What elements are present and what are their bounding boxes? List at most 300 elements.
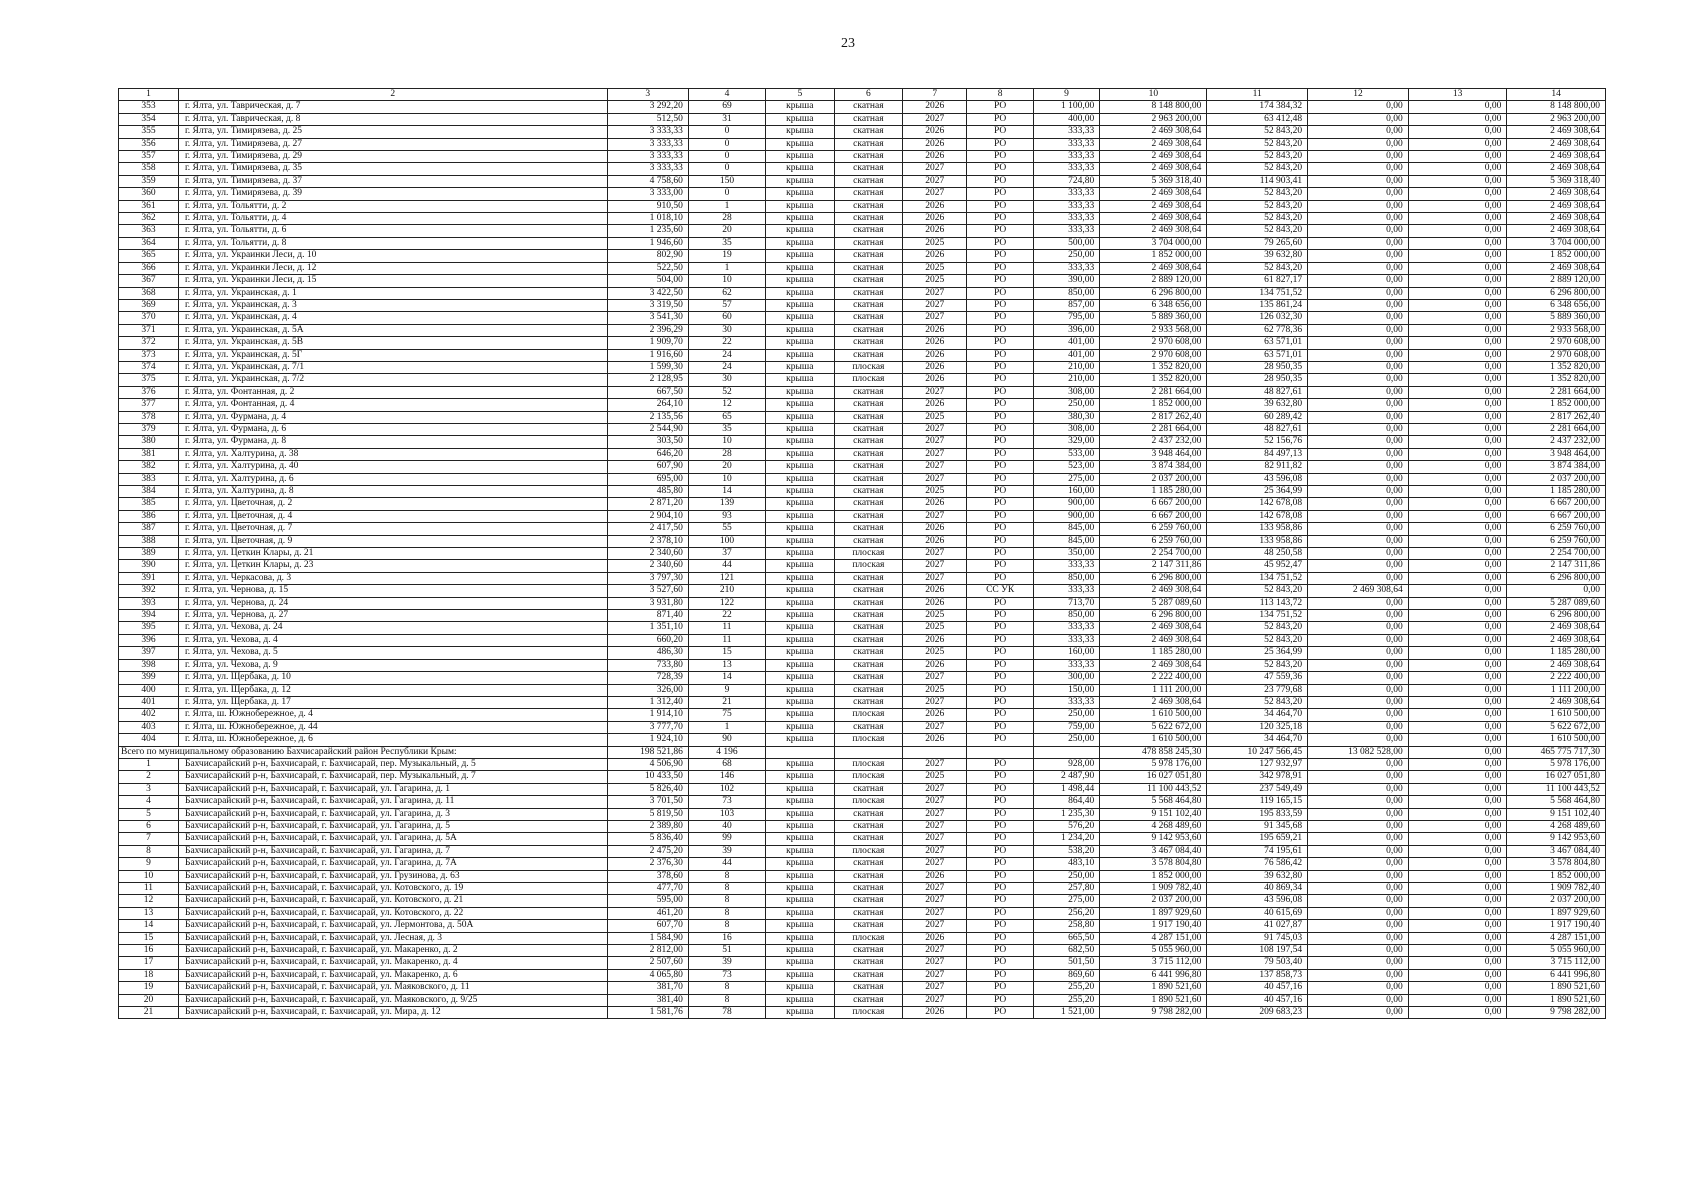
cost-cell: 2 469 308,64	[1100, 225, 1207, 237]
roof-type-cell: скатная	[834, 659, 903, 671]
cost-cell: 2 469 308,64	[1100, 622, 1207, 634]
year-cell: 2027	[903, 907, 967, 919]
row-number-cell: 13	[119, 907, 179, 919]
row-number-cell: 359	[119, 175, 179, 187]
col-12-cell: 0,00	[1308, 994, 1409, 1006]
cost-cell: 3 715 112,00	[1100, 957, 1207, 969]
funding-source-cell: РО	[967, 907, 1033, 919]
year-cell: 2026	[903, 709, 967, 721]
col-14-cell: 2 889 120,00	[1507, 275, 1606, 287]
address-cell: г. Ялта, ул. Украинская, д. 7/2	[178, 374, 607, 386]
roof-type-cell: скатная	[834, 994, 903, 1006]
year-cell: 2026	[903, 659, 967, 671]
row-number-cell: 10	[119, 870, 179, 882]
col-13-cell: 0,00	[1408, 684, 1507, 696]
col-14-cell: 2 469 308,64	[1507, 200, 1606, 212]
col-11-cell: 76 586,42	[1207, 858, 1308, 870]
cost-cell: 1 852 000,00	[1100, 870, 1207, 882]
total-area-cell: 2 417,50	[607, 523, 688, 535]
work-volume-cell: 210,00	[1033, 374, 1099, 386]
residents-cell: 10	[688, 473, 765, 485]
col-11-cell: 127 932,97	[1207, 758, 1308, 770]
funding-source-cell: РО	[967, 312, 1033, 324]
funding-source-cell: РО	[967, 895, 1033, 907]
col-13-cell: 0,00	[1408, 374, 1507, 386]
col-11-cell: 79 265,60	[1207, 237, 1308, 249]
work-volume-cell: 401,00	[1033, 349, 1099, 361]
col-14-cell: 2 222 400,00	[1507, 672, 1606, 684]
cost-cell: 2 469 308,64	[1100, 585, 1207, 597]
roof-type-cell: скатная	[834, 262, 903, 274]
residents-cell: 11	[688, 634, 765, 646]
residents-cell: 19	[688, 250, 765, 262]
address-cell: г. Ялта, ул. Украинская, д. 5Г	[178, 349, 607, 361]
element-cell: крыша	[766, 560, 835, 572]
year-cell: 2026	[903, 498, 967, 510]
funding-source-cell: РО	[967, 883, 1033, 895]
table-row	[119, 734, 1606, 746]
residents-cell: 13	[688, 659, 765, 671]
col-13-cell: 0,00	[1408, 622, 1507, 634]
row-number-cell: 9	[119, 858, 179, 870]
col-14-cell: 2 437 232,00	[1507, 436, 1606, 448]
col-14-cell: 6 259 760,00	[1507, 523, 1606, 535]
row-number-cell: 4	[119, 796, 179, 808]
row-number-cell: 355	[119, 126, 179, 138]
work-volume-cell: 576,20	[1033, 820, 1099, 832]
address-cell: г. Ялта, ул. Цветочная, д. 7	[178, 523, 607, 535]
col-13-cell: 0,00	[1408, 833, 1507, 845]
element-cell: крыша	[766, 833, 835, 845]
col-13-cell: 0,00	[1408, 175, 1507, 187]
work-volume-cell: 845,00	[1033, 535, 1099, 547]
cost-cell: 1 890 521,60	[1100, 994, 1207, 1006]
table-row	[119, 200, 1606, 212]
col-14-cell: 2 970 608,00	[1507, 337, 1606, 349]
cost-cell: 6 348 656,00	[1100, 299, 1207, 311]
work-volume-cell: 308,00	[1033, 386, 1099, 398]
col-14-cell: 2 933 568,00	[1507, 324, 1606, 336]
row-number-cell: 399	[119, 672, 179, 684]
year-cell: 2026	[903, 101, 967, 113]
table-row	[119, 820, 1606, 832]
address-cell: Бахчисарайский р-н, Бахчисарай, г. Бахчисарай, ул. Гагарина, д. 3	[178, 808, 607, 820]
col-11-cell: 52 843,20	[1207, 225, 1308, 237]
year-cell: 2027	[903, 920, 967, 932]
work-volume-cell: 1 100,00	[1033, 101, 1099, 113]
cost-cell: 1 352 820,00	[1100, 374, 1207, 386]
work-volume-cell: 150,00	[1033, 684, 1099, 696]
row-number-cell: 360	[119, 188, 179, 200]
col-11-cell: 52 843,20	[1207, 213, 1308, 225]
residents-cell: 8	[688, 895, 765, 907]
work-volume-cell: 333,33	[1033, 225, 1099, 237]
col-11-cell: 34 464,70	[1207, 734, 1308, 746]
table-row	[119, 337, 1606, 349]
row-number-cell: 383	[119, 473, 179, 485]
bakhchisaray-rows	[119, 758, 1606, 1019]
residents-cell: 122	[688, 597, 765, 609]
funding-source-cell: РО	[967, 870, 1033, 882]
work-volume-cell: 500,00	[1033, 237, 1099, 249]
roof-type-cell: скатная	[834, 411, 903, 423]
table-row	[119, 436, 1606, 448]
element-cell: крыша	[766, 411, 835, 423]
address-cell: г. Ялта, ул. Тимирязева, д. 39	[178, 188, 607, 200]
row-number-cell: 400	[119, 684, 179, 696]
total-area-cell: 3 422,50	[607, 287, 688, 299]
col-12-cell: 0,00	[1308, 175, 1409, 187]
year-cell: 2027	[903, 883, 967, 895]
total-area-cell: 504,00	[607, 275, 688, 287]
year-cell: 2027	[903, 163, 967, 175]
residents-cell: 44	[688, 858, 765, 870]
col-12-cell: 0,00	[1308, 101, 1409, 113]
element-cell: крыша	[766, 250, 835, 262]
element-cell: крыша	[766, 783, 835, 795]
col-14-cell: 1 111 200,00	[1507, 684, 1606, 696]
element-cell: крыша	[766, 647, 835, 659]
work-volume-cell: 501,50	[1033, 957, 1099, 969]
address-cell: г. Ялта, ул. Цветочная, д. 2	[178, 498, 607, 510]
funding-source-cell: РО	[967, 213, 1033, 225]
funding-source-cell: РО	[967, 523, 1033, 535]
row-number-cell: 385	[119, 498, 179, 510]
funding-source-cell: РО	[967, 262, 1033, 274]
address-cell: Бахчисарайский р-н, Бахчисарай, г. Бахчисарай, ул. Грузинова, д. 63	[178, 870, 607, 882]
year-cell: 2025	[903, 684, 967, 696]
col-12-cell: 0,00	[1308, 957, 1409, 969]
residents-cell: 9	[688, 684, 765, 696]
total-area-cell: 2 396,29	[607, 324, 688, 336]
year-cell: 2027	[903, 833, 967, 845]
col-12-cell: 0,00	[1308, 225, 1409, 237]
total-area-cell: 3 541,30	[607, 312, 688, 324]
row-number-cell: 364	[119, 237, 179, 249]
roof-type-cell: скатная	[834, 436, 903, 448]
address-cell: г. Ялта, ул. Тольятти, д. 8	[178, 237, 607, 249]
col-11-cell: 48 827,61	[1207, 386, 1308, 398]
col-13-cell: 0,00	[1408, 275, 1507, 287]
cost-cell: 9 798 282,00	[1100, 1007, 1207, 1019]
residents-cell: 0	[688, 138, 765, 150]
element-cell: крыша	[766, 808, 835, 820]
residents-cell: 68	[688, 758, 765, 770]
table-row	[119, 486, 1606, 498]
col-13-cell: 0,00	[1408, 647, 1507, 659]
work-volume-cell: 400,00	[1033, 113, 1099, 125]
row-number-cell: 391	[119, 572, 179, 584]
cost-cell: 1 852 000,00	[1100, 250, 1207, 262]
year-cell: 2027	[903, 548, 967, 560]
total-area-cell: 5 819,50	[607, 808, 688, 820]
residents-cell: 24	[688, 349, 765, 361]
total-area-cell: 1 235,60	[607, 225, 688, 237]
total-area-cell: 3 931,80	[607, 597, 688, 609]
funding-source-cell: РО	[967, 436, 1033, 448]
work-volume-cell: 333,33	[1033, 560, 1099, 572]
work-volume-cell: 533,00	[1033, 448, 1099, 460]
col-11-cell: 52 843,20	[1207, 188, 1308, 200]
cost-cell: 6 259 760,00	[1100, 523, 1207, 535]
total-cost: 478 858 245,30	[1100, 746, 1207, 758]
col-12-cell: 0,00	[1308, 411, 1409, 423]
table-row	[119, 696, 1606, 708]
work-volume-cell: 255,20	[1033, 994, 1099, 1006]
col-14-cell: 1 352 820,00	[1507, 374, 1606, 386]
cost-cell: 9 142 953,60	[1100, 833, 1207, 845]
roof-type-cell: плоская	[834, 758, 903, 770]
year-cell: 2026	[903, 337, 967, 349]
work-volume-cell: 333,33	[1033, 138, 1099, 150]
col-13-cell: 0,00	[1408, 845, 1507, 857]
total-col12: 13 082 528,00	[1308, 746, 1409, 758]
roof-type-cell: скатная	[834, 597, 903, 609]
work-volume-cell: 333,33	[1033, 634, 1099, 646]
work-volume-cell: 538,20	[1033, 845, 1099, 857]
cost-cell: 6 667 200,00	[1100, 498, 1207, 510]
element-cell: крыша	[766, 920, 835, 932]
col-12-cell: 0,00	[1308, 473, 1409, 485]
work-volume-cell: 329,00	[1033, 436, 1099, 448]
total-area-cell: 4 065,80	[607, 969, 688, 981]
col-12-cell: 0,00	[1308, 920, 1409, 932]
cost-cell: 2 469 308,64	[1100, 696, 1207, 708]
table-row	[119, 833, 1606, 845]
col-11-cell: 79 503,40	[1207, 957, 1308, 969]
col-13-cell: 0,00	[1408, 758, 1507, 770]
residents-cell: 52	[688, 386, 765, 398]
col-13-cell: 0,00	[1408, 523, 1507, 535]
total-area-cell: 1 312,40	[607, 696, 688, 708]
residents-cell: 75	[688, 709, 765, 721]
col-12-cell: 0,00	[1308, 510, 1409, 522]
year-cell: 2025	[903, 486, 967, 498]
col-13-cell: 0,00	[1408, 138, 1507, 150]
cost-cell: 6 296 800,00	[1100, 287, 1207, 299]
element-cell: крыша	[766, 994, 835, 1006]
col-12-cell: 0,00	[1308, 845, 1409, 857]
col-14-cell: 5 889 360,00	[1507, 312, 1606, 324]
col-12-cell: 0,00	[1308, 337, 1409, 349]
col-14-cell: 5 978 176,00	[1507, 758, 1606, 770]
row-number-cell: 368	[119, 287, 179, 299]
year-cell: 2027	[903, 560, 967, 572]
work-volume-cell: 250,00	[1033, 399, 1099, 411]
row-number-cell: 369	[119, 299, 179, 311]
residents-cell: 8	[688, 870, 765, 882]
work-volume-cell: 333,33	[1033, 622, 1099, 634]
total-area-cell: 2 340,60	[607, 548, 688, 560]
col-14-cell: 2 281 664,00	[1507, 423, 1606, 435]
col-11-cell: 52 843,20	[1207, 659, 1308, 671]
address-cell: Бахчисарайский р-н, Бахчисарай, г. Бахчисарай, ул. Макаренко, д. 2	[178, 945, 607, 957]
table-row	[119, 709, 1606, 721]
row-number-cell: 7	[119, 833, 179, 845]
col-13-cell: 0,00	[1408, 957, 1507, 969]
year-cell: 2026	[903, 634, 967, 646]
roof-type-cell: скатная	[834, 858, 903, 870]
roof-type-cell: скатная	[834, 572, 903, 584]
col-11-cell: 40 457,16	[1207, 994, 1308, 1006]
roof-type-cell: скатная	[834, 721, 903, 733]
col-12-cell: 0,00	[1308, 858, 1409, 870]
cost-cell: 2 469 308,64	[1100, 138, 1207, 150]
col-13-cell: 0,00	[1408, 101, 1507, 113]
roof-type-cell: скатная	[834, 237, 903, 249]
col-11-cell: 126 032,30	[1207, 312, 1308, 324]
col-13-cell: 0,00	[1408, 461, 1507, 473]
col-13-cell: 0,00	[1408, 585, 1507, 597]
address-cell: г. Ялта, ул. Чернова, д. 15	[178, 585, 607, 597]
year-cell: 2027	[903, 796, 967, 808]
col-11-cell: 209 683,23	[1207, 1007, 1308, 1019]
col-13-cell: 0,00	[1408, 411, 1507, 423]
col-12-cell: 0,00	[1308, 783, 1409, 795]
roof-type-cell: скатная	[834, 498, 903, 510]
element-cell: крыша	[766, 361, 835, 373]
roof-type-cell: скатная	[834, 423, 903, 435]
residents-cell: 30	[688, 374, 765, 386]
col-13-cell: 0,00	[1408, 237, 1507, 249]
col-12-cell: 0,00	[1308, 932, 1409, 944]
col-13-cell: 0,00	[1408, 200, 1507, 212]
col-13-cell: 0,00	[1408, 796, 1507, 808]
total-area-cell: 1 599,30	[607, 361, 688, 373]
table-row	[119, 349, 1606, 361]
funding-source-cell: РО	[967, 138, 1033, 150]
col-12-cell: 0,00	[1308, 287, 1409, 299]
col-14-cell: 9 798 282,00	[1507, 1007, 1606, 1019]
element-cell: крыша	[766, 771, 835, 783]
col-12-cell: 0,00	[1308, 200, 1409, 212]
funding-source-cell: РО	[967, 758, 1033, 770]
element-cell: крыша	[766, 982, 835, 994]
cost-cell: 2 963 200,00	[1100, 113, 1207, 125]
funding-source-cell: РО	[967, 188, 1033, 200]
col-11-cell: 39 632,80	[1207, 870, 1308, 882]
residents-cell: 73	[688, 796, 765, 808]
table-row	[119, 634, 1606, 646]
address-cell: г. Ялта, ул. Украинки Леси, д. 15	[178, 275, 607, 287]
col-13-cell: 0,00	[1408, 610, 1507, 622]
year-cell: 2027	[903, 672, 967, 684]
residents-cell: 1	[688, 200, 765, 212]
table-row	[119, 883, 1606, 895]
total-empty	[967, 746, 1033, 758]
header-cell-4: 4	[688, 89, 765, 101]
funding-source-cell: РО	[967, 771, 1033, 783]
element-cell: крыша	[766, 188, 835, 200]
header-cell-12: 12	[1308, 89, 1409, 101]
table-row	[119, 932, 1606, 944]
col-11-cell: 84 497,13	[1207, 448, 1308, 460]
element-cell: крыша	[766, 510, 835, 522]
table-row	[119, 312, 1606, 324]
element-cell: крыша	[766, 1007, 835, 1019]
col-11-cell: 34 464,70	[1207, 709, 1308, 721]
address-cell: г. Ялта, ул. Тимирязева, д. 25	[178, 126, 607, 138]
residents-cell: 30	[688, 324, 765, 336]
funding-source-cell: РО	[967, 932, 1033, 944]
funding-source-cell: РО	[967, 647, 1033, 659]
col-13-cell: 0,00	[1408, 436, 1507, 448]
element-cell: крыша	[766, 858, 835, 870]
col-13-cell: 0,00	[1408, 113, 1507, 125]
year-cell: 2027	[903, 696, 967, 708]
table-row	[119, 548, 1606, 560]
residents-cell: 0	[688, 126, 765, 138]
cost-cell: 1 111 200,00	[1100, 684, 1207, 696]
address-cell: г. Ялта, ул. Чернова, д. 27	[178, 610, 607, 622]
element-cell: крыша	[766, 957, 835, 969]
col-13-cell: 0,00	[1408, 448, 1507, 460]
table-row	[119, 399, 1606, 411]
funding-source-cell: РО	[967, 610, 1033, 622]
roof-type-cell: скатная	[834, 647, 903, 659]
col-12-cell: 0,00	[1308, 945, 1409, 957]
year-cell: 2026	[903, 200, 967, 212]
col-11-cell: 134 751,52	[1207, 287, 1308, 299]
col-12-cell: 0,00	[1308, 734, 1409, 746]
funding-source-cell: РО	[967, 374, 1033, 386]
year-cell: 2026	[903, 523, 967, 535]
col-12-cell: 0,00	[1308, 982, 1409, 994]
col-14-cell: 2 147 311,86	[1507, 560, 1606, 572]
roof-type-cell: скатная	[834, 585, 903, 597]
col-13-cell: 0,00	[1408, 399, 1507, 411]
table-row	[119, 560, 1606, 572]
element-cell: крыша	[766, 572, 835, 584]
year-cell: 2027	[903, 312, 967, 324]
roof-type-cell: плоская	[834, 796, 903, 808]
table-row	[119, 126, 1606, 138]
col-13-cell: 0,00	[1408, 634, 1507, 646]
col-13-cell: 0,00	[1408, 907, 1507, 919]
funding-source-cell: РО	[967, 684, 1033, 696]
roof-type-cell: плоская	[834, 771, 903, 783]
total-row-group	[119, 746, 1606, 758]
year-cell: 2026	[903, 151, 967, 163]
residents-cell: 20	[688, 225, 765, 237]
cost-cell: 2 469 308,64	[1100, 262, 1207, 274]
roof-type-cell: скатная	[834, 461, 903, 473]
address-cell: г. Ялта, ул. Таврическая, д. 7	[178, 101, 607, 113]
col-14-cell: 6 667 200,00	[1507, 510, 1606, 522]
residents-cell: 51	[688, 945, 765, 957]
year-cell: 2027	[903, 721, 967, 733]
cost-cell: 2 469 308,64	[1100, 151, 1207, 163]
work-volume-cell: 333,33	[1033, 188, 1099, 200]
address-cell: г. Ялта, ул. Тимирязева, д. 29	[178, 151, 607, 163]
col-11-cell: 28 950,35	[1207, 374, 1308, 386]
col-13-cell: 0,00	[1408, 1007, 1507, 1019]
residents-cell: 78	[688, 1007, 765, 1019]
col-11-cell: 25 364,99	[1207, 486, 1308, 498]
col-14-cell: 3 704 000,00	[1507, 237, 1606, 249]
residents-cell: 21	[688, 696, 765, 708]
residents-cell: 44	[688, 560, 765, 572]
total-empty	[903, 746, 967, 758]
col-11-cell: 39 632,80	[1207, 250, 1308, 262]
cost-cell: 1 852 000,00	[1100, 399, 1207, 411]
col-12-cell: 0,00	[1308, 907, 1409, 919]
element-cell: крыша	[766, 907, 835, 919]
work-volume-cell: 759,00	[1033, 721, 1099, 733]
col-12-cell: 0,00	[1308, 647, 1409, 659]
cost-cell: 2 469 308,64	[1100, 634, 1207, 646]
col-14-cell: 1 352 820,00	[1507, 361, 1606, 373]
